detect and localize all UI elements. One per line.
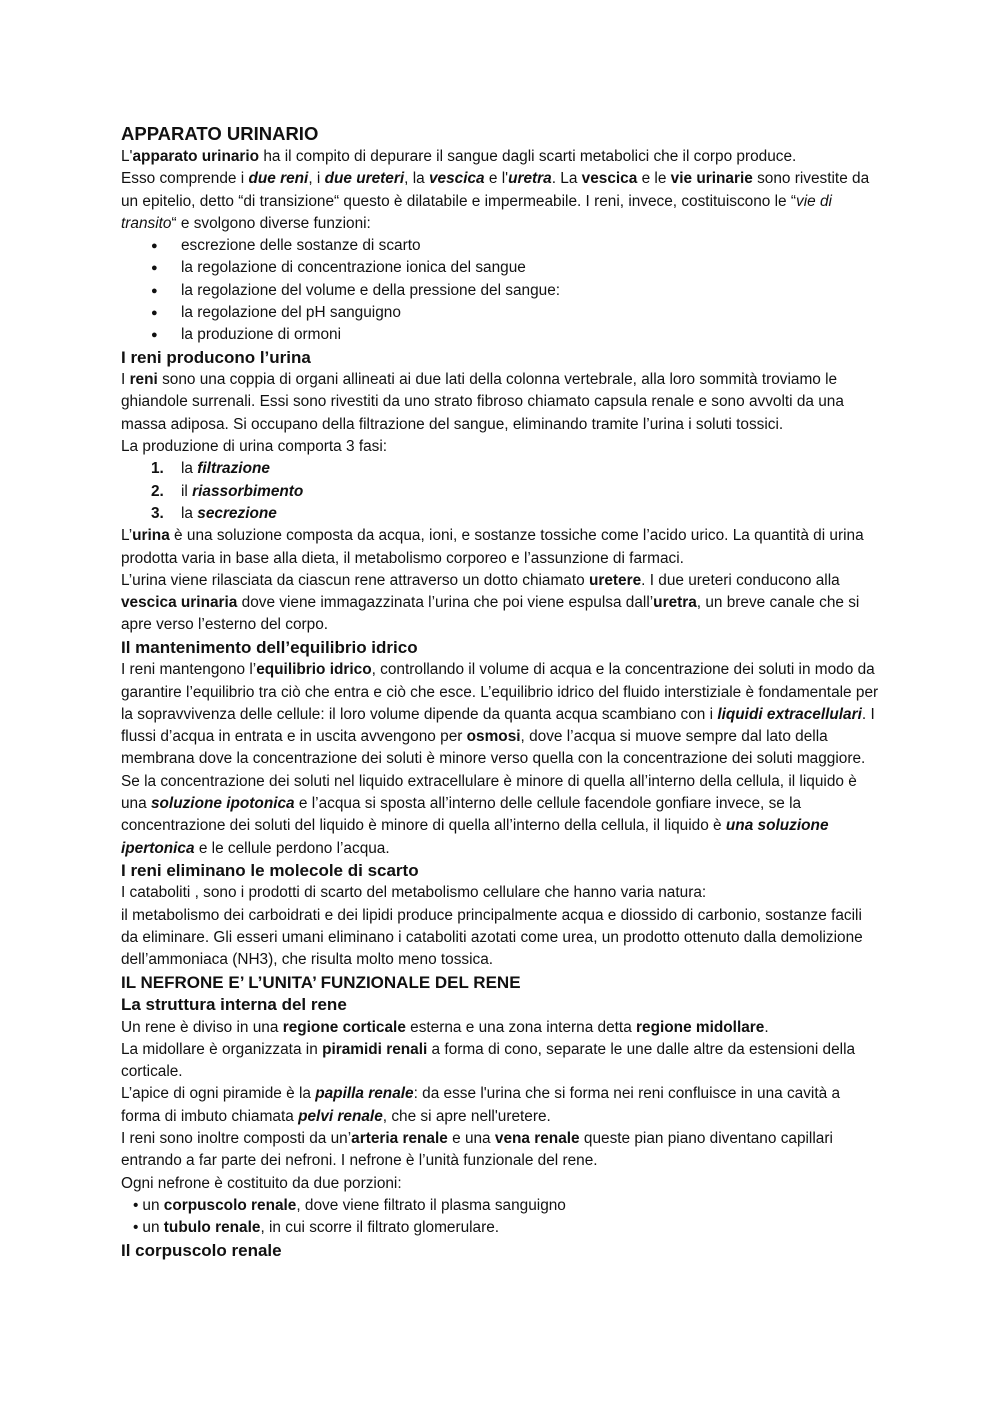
section-heading-scarto: I reni eliminano le molecole di scarto <box>121 860 419 880</box>
list-item: 2. il riassorbimento <box>151 482 304 500</box>
document-title: APPARATO URINARIO <box>121 123 319 144</box>
section-heading-struttura: La struttura interna del rene <box>121 995 347 1015</box>
nefrone-paragraph-1: Un rene è diviso in una regione corticale esterna e una zona interna detta regione midollare. <box>121 1018 769 1036</box>
equilibrio-paragraph: I reni mantengono l’equilibrio idrico, controllando il volume di acqua e la concentrazione dei soluti in modo da garantire l’equilibrio tra ciò che entra e ciò che esce. L’equilibrio idrico del fluido interstiziale è fondamentale per la sopravvivenza delle cellule: il loro volume dipende da quanta acqua scambiano con i liquidi extracellulari. I flussi d’acqua in entrata e in uscita avvengono per osmosi, dove l’acqua si muove sempre dal lato della membrana dove la concentrazione dei soluti è minore verso quella con la concentrazione dei soluti maggiore. Se la concentrazione dei soluti nel liquido extracellulare è minore di quella all’interno della cellula, il liquido è una soluzione ipotonica e l’acqua si sposta all’interno delle cellule facendole gonfiare invece, se la concentrazione dei soluti del liquido è minore di quella all’interno della cellula, il liquido è una soluzione ipertonica e le cellule perdono l’acqua. <box>121 661 879 857</box>
nefrone-paragraph-4: I reni sono inoltre composti da un’arteria renale e una vena renale queste pian piano diventano capillari entrando a far parte dei nefroni. I nefrone è l’unità funzionale del rene. <box>121 1130 833 1170</box>
scarto-paragraph-2: il metabolismo dei carboidrati e dei lipidi produce principalmente acqua e diossido di carbonio, sostanze facili da eliminare. Gli esseri umani eliminano i cataboliti azotati come urea, un prodotto ottenuto dalla demolizione dell’ammoniaca (NH3), che risulta molto meno tossica. <box>121 906 863 969</box>
nefrone-paragraph-2: La midollare è organizzata in piramidi renali a forma di cono, separate le une dalle altre da estensioni della corticale. <box>121 1040 856 1081</box>
intro-paragraph-2: Esso comprende i due reni, i due ureteri, la vescica e l'uretra. La vescica e le vie urinarie sono rivestite da un epitelio, detto “di transizione“ questo è dilatabile e impermeabile. I reni, invece, costituiscono le “vie di transito“ e svolgono diverse funzioni: <box>121 170 870 232</box>
urina-paragraph-1: I reni sono una coppia di organi allineati ai due lati della colonna vertebrale, alla loro sommità troviamo le ghiandole surrenali. Essi sono rivestiti da uno strato fibroso chiamato capsula renale e sono avvolti da una massa adiposa. Si occupano della filtrazione del sangue, eliminando tramite l’urina i soluti tossici. <box>121 371 844 433</box>
nefrone-paragraph-5: Ogni nefrone è costituito da due porzioni: <box>121 1174 402 1192</box>
section-heading-equilibrio: Il mantenimento dell’equilibrio idrico <box>121 637 418 657</box>
section-heading-urina: I reni producono l’urina <box>121 347 311 367</box>
list-item: ● la regolazione di concentrazione ionica del sangue <box>121 257 881 279</box>
intro-paragraph-1: L'apparato urinario ha il compito di depurare il sangue dagli scarti metabolici che il corpo produce. <box>121 148 797 165</box>
urina-paragraph-4: L’urina viene rilasciata da ciascun rene attraverso un dotto chiamato uretere. I due ureteri conducono alla vescica urinaria dove viene immagazzinata l’urina che poi viene espulsa dall’uretra, un breve canale che si apre verso l’esterno del corpo. <box>121 571 860 634</box>
chapter-title-nefrone: IL NEFRONE E’ L’UNITA’ FUNZIONALE DEL RENE <box>121 972 521 992</box>
list-item: • un tubulo renale, in cui scorre il filtrato glomerulare. <box>133 1219 500 1237</box>
scarto-paragraph-1: I cataboliti , sono i prodotti di scarto del metabolismo cellulare che hanno varia natura: <box>121 884 707 902</box>
document-page <box>121 122 881 1262</box>
list-item: ● la regolazione del pH sanguigno <box>121 302 881 324</box>
list-item: ● la regolazione del volume e della pressione del sangue: <box>121 280 881 302</box>
list-item: ● escrezione delle sostanze di scarto <box>121 235 881 257</box>
urina-paragraph-2: La produzione di urina comporta 3 fasi: <box>121 438 388 456</box>
section-heading-corpuscolo: Il corpuscolo renale <box>121 1240 282 1260</box>
nefrone-paragraph-3: L’apice di ogni piramide è la papilla renale: da esse l'urina che si forma nei reni confluisce in una cavità a forma di imbuto chiamata pelvi renale, che si apre nell'uretere. <box>121 1085 841 1125</box>
list-item: 1. la filtrazione <box>151 460 270 478</box>
list-item: • un corpuscolo renale, dove viene filtrato il plasma sanguigno <box>133 1196 566 1214</box>
list-item: 3. la secrezione <box>151 504 277 522</box>
list-item: ● la produzione di ormoni <box>121 324 881 346</box>
urina-paragraph-3: L’urina è una soluzione composta da acqua, ioni, e sostanze tossiche come l’acido urico. La quantità di urina prodotta varia in base alla dieta, il metabolismo corporeo e l’assunzione di farmaci. <box>121 527 864 567</box>
functions-list <box>121 235 881 346</box>
portions-list <box>121 1195 881 1240</box>
phases-list <box>121 458 881 525</box>
